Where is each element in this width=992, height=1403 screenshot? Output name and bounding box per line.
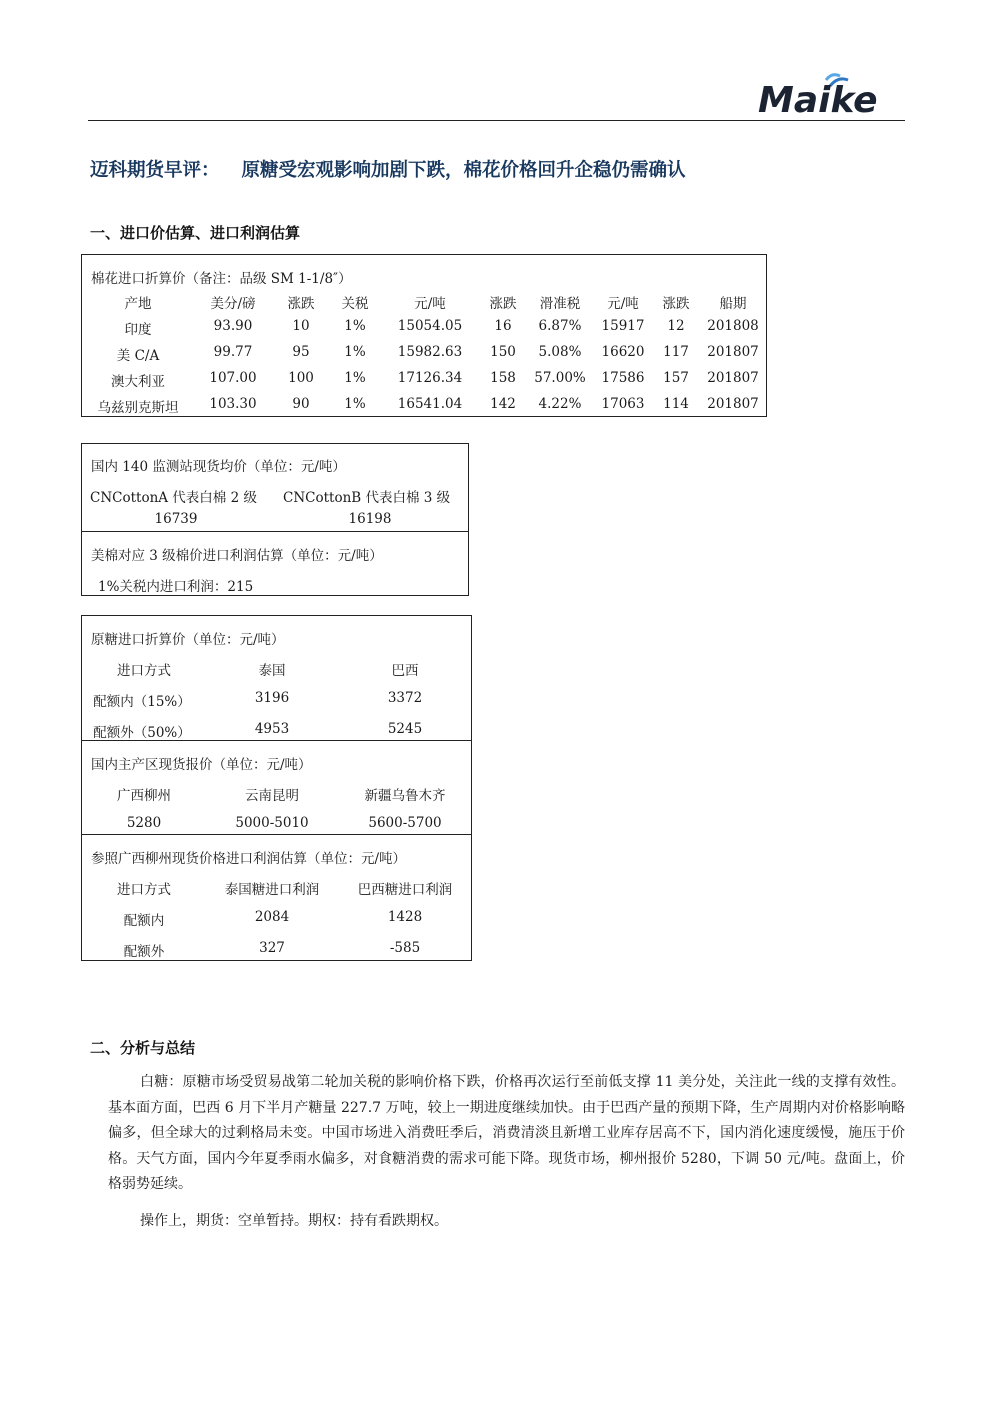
- cotton-cell: 15054.05: [397, 318, 463, 334]
- cotton-cell: 5.08%: [538, 344, 582, 360]
- cotton-cell: 美 C/A: [116, 348, 160, 364]
- cotton-cell: 1%: [344, 396, 366, 412]
- sugar-import-header: 巴西: [391, 663, 419, 679]
- sugar-spot-value: 5280: [126, 815, 162, 831]
- cotton-cell: 201807: [707, 396, 759, 412]
- cotton-cell: 90: [292, 396, 310, 412]
- cotton-cell: 57.00%: [534, 370, 586, 386]
- sugar-profit-cell: 2084: [254, 909, 290, 925]
- cotton-header-cell: 元/吨: [607, 296, 639, 312]
- table-divider: [82, 740, 471, 741]
- sugar-import-cell: 配额外（50%）: [93, 725, 191, 741]
- cotton-import-caption: 棉花进口折算价（备注：品级 SM 1-1/8″）: [91, 271, 352, 287]
- cotton-cell: 17063: [601, 396, 645, 412]
- sugar-import-cell: 5245: [387, 721, 423, 737]
- sugar-profit-cell: -585: [389, 940, 421, 956]
- report-title: [90, 156, 686, 182]
- cotton-cell: 142: [490, 396, 516, 412]
- sugar-import-header: 进口方式: [117, 663, 171, 679]
- sugar-import-table: [81, 615, 472, 961]
- domestic-cotton-caption: 国内 140 监测站现货均价（单位：元/吨）: [91, 459, 346, 475]
- cncottona-value: 16739: [154, 511, 198, 527]
- cotton-cell: 15982.63: [397, 344, 463, 360]
- cotton-header-cell: 元/吨: [414, 296, 446, 312]
- cotton-cell: 4.22%: [538, 396, 582, 412]
- sugar-spot-value: 5000-5010: [235, 815, 309, 831]
- cotton-header-cell: 涨跌: [662, 296, 690, 312]
- cotton-cell: 10: [292, 318, 310, 334]
- table-divider: [82, 531, 468, 532]
- title-prefix: 迈科期货早评：: [90, 160, 220, 181]
- cotton-header-cell: 涨跌: [489, 296, 517, 312]
- sugar-profit-cell: 327: [259, 940, 285, 956]
- cotton-cell: 201807: [707, 344, 759, 360]
- cotton-cell: 16541.04: [397, 396, 463, 412]
- cotton-cell: 6.87%: [538, 318, 582, 334]
- cotton-header-cell: 美分/磅: [210, 296, 256, 312]
- cotton-header-cell: 产地: [124, 296, 152, 312]
- sugar-spot-header: 新疆乌鲁木齐: [364, 788, 446, 804]
- cotton-cell: 16: [494, 318, 512, 334]
- cotton-header-cell: 滑准税: [539, 296, 581, 312]
- title-main: 原糖受宏观影响加剧下跌，棉花价格回升企稳仍需确认: [241, 160, 686, 181]
- cotton-cell: 17126.34: [397, 370, 463, 386]
- cotton-header-cell: 涨跌: [287, 296, 315, 312]
- sugar-import-cell: 3196: [254, 690, 290, 706]
- cotton-header-cell: 船期: [719, 296, 747, 312]
- header-rule: [88, 120, 905, 121]
- cotton-cell: 103.30: [209, 396, 257, 412]
- sugar-profit-header: 巴西糖进口利润: [357, 882, 453, 898]
- sugar-profit-cell: 配额外: [123, 944, 165, 960]
- logo-text: Maike: [758, 80, 878, 118]
- sugar-profit-caption: 参照广西柳州现货价格进口利润估算（单位：元/吨）: [91, 851, 407, 867]
- cotton-cell: 95: [292, 344, 310, 360]
- cotton-cell: 1%: [344, 344, 366, 360]
- cotton-cell: 99.77: [213, 344, 253, 360]
- maike-logo: [756, 72, 891, 118]
- cotton-cell: 印度: [124, 322, 152, 338]
- cotton-cell: 107.00: [209, 370, 257, 386]
- sugar-profit-cell: 1428: [387, 909, 423, 925]
- cotton-cell: 114: [663, 396, 689, 412]
- cotton-cell: 100: [288, 370, 314, 386]
- cotton-cell: 12: [667, 318, 685, 334]
- analysis-paragraph: 白糖：原糖市场受贸易战第二轮加关税的影响价格下跌，价格再次运行至前低支撑 11 美分处，关注此一线的支撑有效性。基本面方面，巴西 6 月下半月产糖量 227.7 万吨，较上一期进度继续加快。由于巴西产量的预期下降，生产周期内对价格影响略偏多，但全球大的过剩格局未变。中国市场进入消费旺季后，消费清淡且新增工业库存居高不下，国内消化速度缓慢，施压于价格。天气方面，国内今年夏季雨水偏多，对食糖消费的需求可能下降。现货市场，柳州报价 5280，下调 50 元/吨。盘面上，价格弱势延续。: [108, 1074, 905, 1192]
- cotton-cell: 17586: [601, 370, 645, 386]
- sugar-profit-header: 进口方式: [117, 882, 171, 898]
- domestic-cotton-table: [81, 443, 469, 596]
- cotton-cell: 117: [663, 344, 689, 360]
- sugar-spot-header: 云南昆明: [245, 788, 299, 804]
- sugar-import-header: 泰国: [258, 663, 286, 679]
- sugar-import-cell: 配额内（15%）: [93, 694, 191, 710]
- sugar-spot-caption: 国内主产区现货报价（单位：元/吨）: [91, 757, 312, 773]
- cncottonb-value: 16198: [348, 511, 392, 527]
- section1-heading: 一、进口价估算、进口利润估算: [90, 224, 301, 242]
- sugar-spot-value: 5600-5700: [368, 815, 442, 831]
- cotton-cell: 93.90: [213, 318, 253, 334]
- cotton-cell: 1%: [344, 370, 366, 386]
- cotton-cell: 157: [663, 370, 689, 386]
- cotton-header-cell: 关税: [341, 296, 369, 312]
- cotton-cell: 澳大利亚: [111, 374, 165, 390]
- cotton-cell: 15917: [601, 318, 645, 334]
- table-divider: [82, 834, 471, 835]
- sugar-profit-header: 泰国糖进口利润: [224, 882, 320, 898]
- sugar-import-cell: 3372: [387, 690, 423, 706]
- cotton-cell: 158: [490, 370, 516, 386]
- cotton-cell: 201807: [707, 370, 759, 386]
- cotton-profit-caption: 美棉对应 3 级棉价进口利润估算（单位：元/吨）: [91, 548, 383, 564]
- cotton-profit-line: 1%关税内进口利润：215: [98, 579, 254, 595]
- sugar-import-cell: 4953: [254, 721, 290, 737]
- sugar-spot-header: 广西柳州: [117, 788, 171, 804]
- cncottona-label: CNCottonA 代表白棉 2 级: [90, 490, 257, 506]
- cotton-cell: 乌兹别克斯坦: [97, 400, 179, 416]
- sugar-profit-cell: 配额内: [123, 913, 165, 929]
- sugar-import-caption: 原糖进口折算价（单位：元/吨）: [91, 632, 285, 648]
- cotton-cell: 16620: [601, 344, 645, 360]
- cncottonb-label: CNCottonB 代表白棉 3 级: [283, 490, 451, 506]
- section2-heading: 二、分析与总结: [90, 1039, 196, 1057]
- cotton-cell: 150: [490, 344, 516, 360]
- operation-paragraph: 操作上，期货：空单暂持。期权：持有看跌期权。: [140, 1213, 448, 1229]
- cotton-import-table: [81, 254, 767, 417]
- cotton-cell: 1%: [344, 318, 366, 334]
- cotton-cell: 201808: [707, 318, 759, 334]
